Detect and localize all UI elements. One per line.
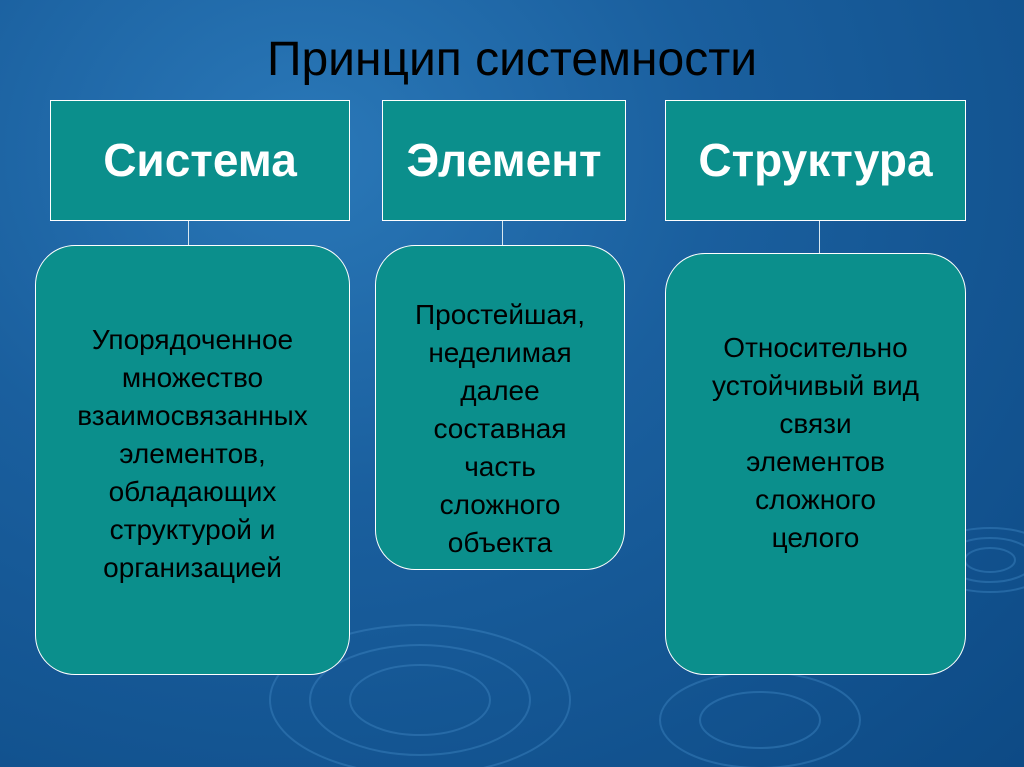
- heading-box-element: [382, 100, 626, 221]
- description-system-text: Упорядоченное множество взаимосвязанных элементов, обладающих структурой и организацией: [77, 324, 308, 583]
- connector-line: [188, 221, 189, 246]
- description-structure-text: Относительно устойчивый вид связи элементов сложного целого: [712, 332, 919, 553]
- heading-element-label: Элемент: [406, 134, 602, 186]
- description-box-element: [375, 245, 625, 570]
- heading-box-system: [50, 100, 350, 221]
- description-box-system: [35, 245, 350, 675]
- heading-box-structure: [665, 100, 966, 221]
- description-box-structure: [665, 253, 966, 675]
- page-title: Принцип системности: [266, 33, 758, 86]
- heading-system-label: Система: [103, 134, 297, 186]
- heading-structure-label: Структура: [698, 134, 933, 186]
- description-element-text: Простейшая, неделимая далее составная часть сложного объекта: [415, 299, 585, 558]
- connector-line: [502, 221, 503, 246]
- connector-line: [819, 221, 820, 254]
